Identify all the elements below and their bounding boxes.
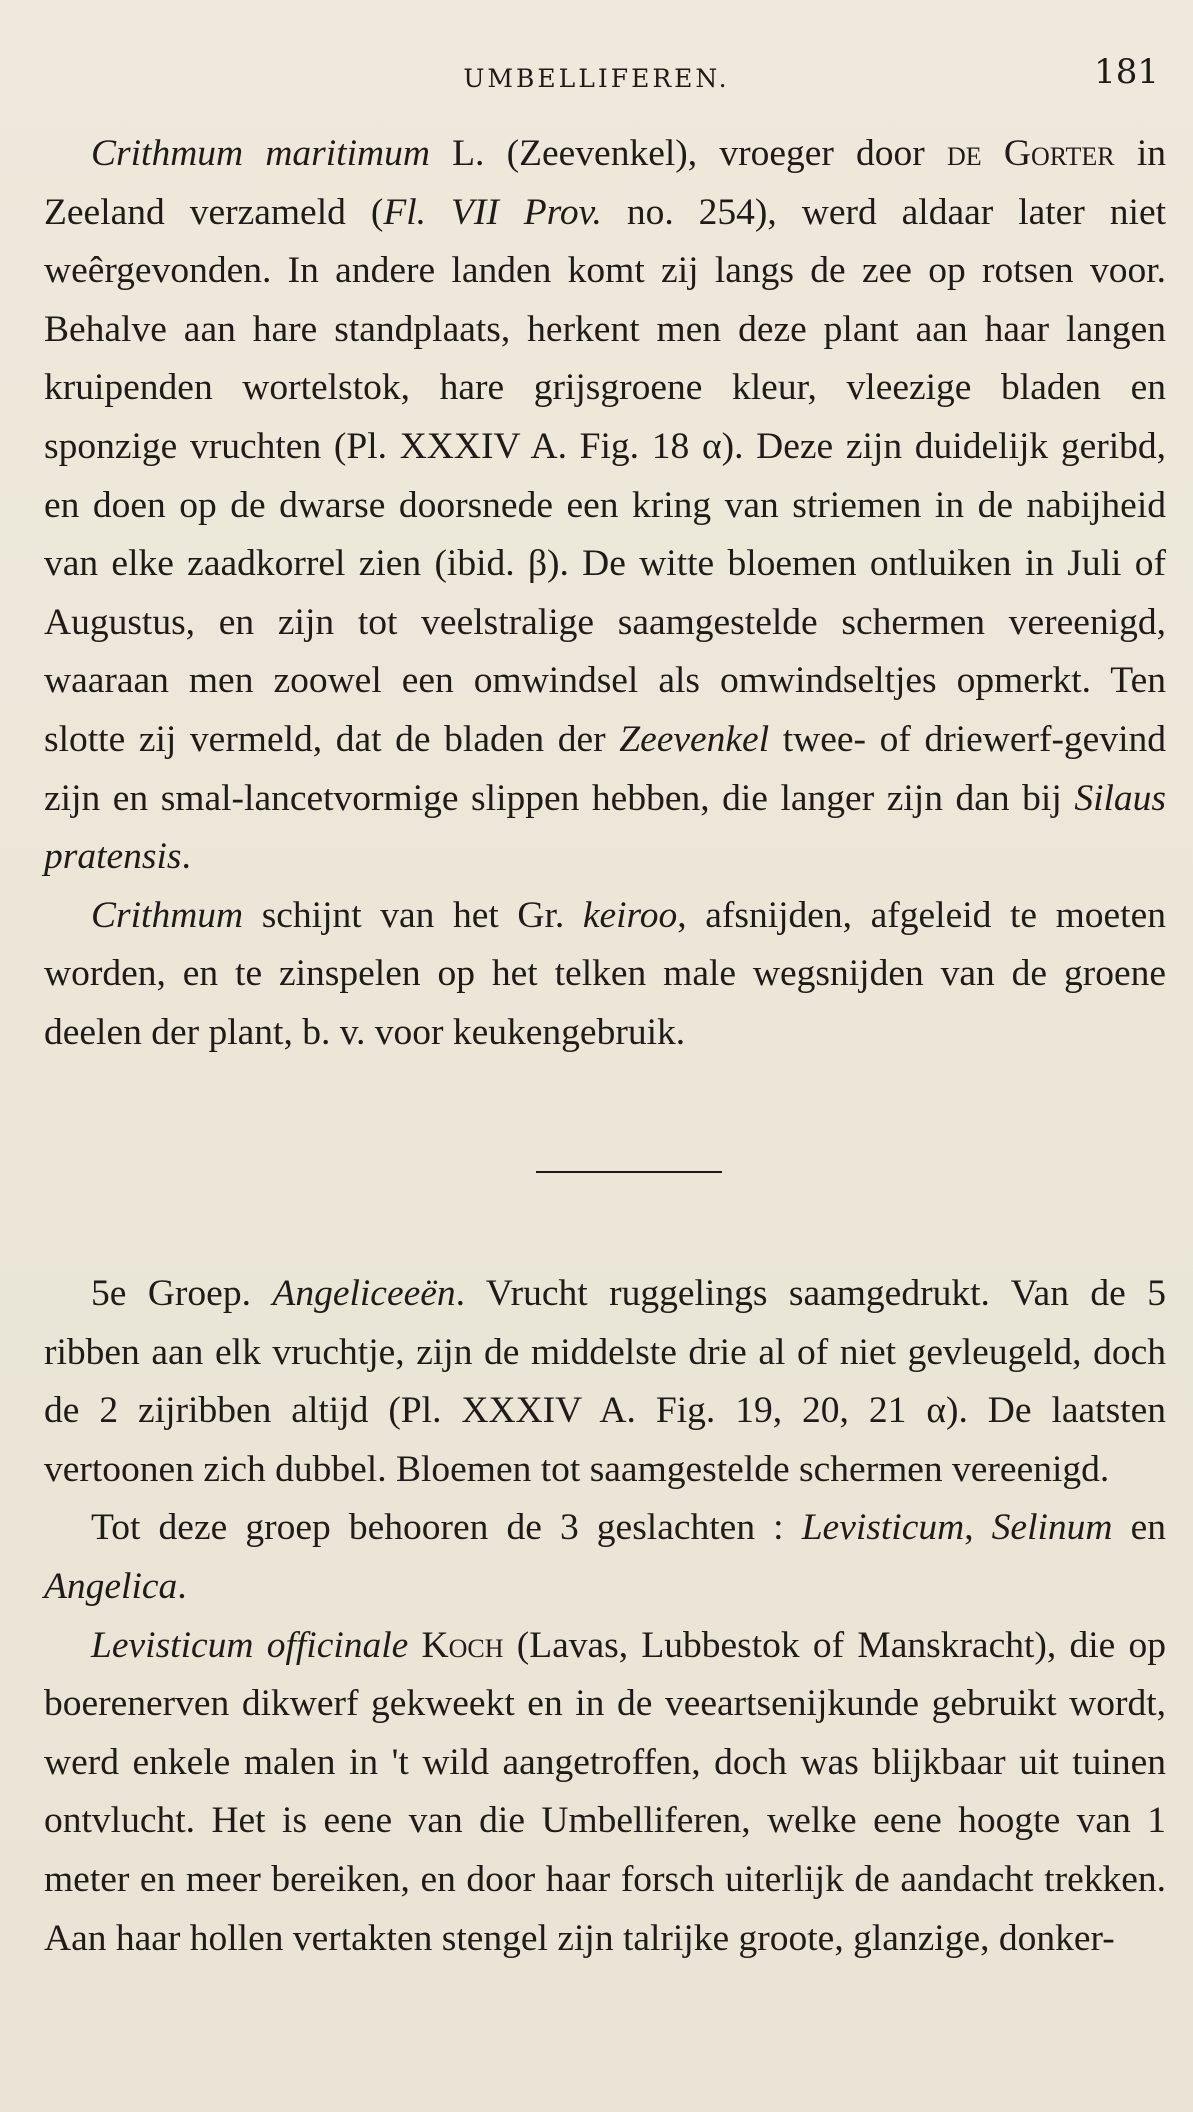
genus-name: Selinum bbox=[991, 1507, 1113, 1549]
group-heading-paragraph: 5e Groep. Angeliceeën. Vrucht ruggelings saamgedrukt. Van de 5 ribben aan elk vruchtje, zijn de middelste drie al of niet gevleugeld, doch de 2 zijribben altijd (Pl. XXXIV A. Fig. 19, 20, 21 α). De laatsten vertoonen zich dubbel. Bloemen tot saamgestelde schermen vereenigd. bbox=[44, 1273, 1167, 1490]
species-name: Levisticum officinale bbox=[91, 1624, 409, 1666]
genus-name: Levisticum bbox=[801, 1507, 965, 1549]
angelica-section bbox=[44, 1265, 1166, 1968]
genus-name: Crithmum bbox=[91, 894, 244, 936]
common-name: Zeevenkel bbox=[619, 718, 770, 760]
author-name: de Gorter bbox=[947, 133, 1115, 174]
levisticum-paragraph: Levisticum officinale Koch (Lavas, Lubbestok of Manskracht), die op boerenerven dikwerf gekweekt en in de veeartsenijkunde gebruikt wordt, werd enkele malen in 't wild aangetroffen, doch was blijkbaar uit tuinen ontvlucht. Het is eene van die Umbelliferen, welke eene hoogte van 1 meter en meer bereiken, en door haar forsch uiterlijk de aandacht trekken. Aan haar hollen vertakten stengel zijn talrijke groote, glanzige, donker- bbox=[44, 1624, 1166, 1959]
greek-word: keiroo bbox=[582, 894, 678, 936]
reference-title: Fl. VII Prov. bbox=[383, 191, 602, 233]
group-label: 5e Groep. bbox=[91, 1273, 273, 1314]
genera-paragraph: Tot deze groep behooren de 3 geslachten : Levisticum, Selinum en Angelica. bbox=[44, 1507, 1166, 1607]
page-header bbox=[0, 42, 1193, 102]
species-name: Crithmum maritimum bbox=[91, 133, 430, 174]
etymology-paragraph: Crithmum schijnt van het Gr. keiroo, afsnijden, afgeleid te moeten worden, en te zinspelen op het telken male wegsnijden van de groene deelen der plant, b. v. voor keukengebruik. bbox=[44, 894, 1166, 1053]
author-name: Koch bbox=[421, 1624, 504, 1666]
crithmum-paragraph: Crithmum maritimum L. (Zeevenkel), vroeger door de Gorter in Zeeland verzameld (Fl. VII Prov. no. 254), werd aldaar later niet weêrgevonden. In andere landen komt zij langs de zee op rotsen voor. Behalve aan hare standplaats, herkent men deze plant aan haar langen kruipenden wortelstok, hare grijsgroene kleur, vleezige bladen en sponzige vruchten (Pl. XXXIV A. Fig. 18 α). Deze zijn duidelijk geribd, en doen op de dwarse doorsnede een kring van striemen in de nabijheid van elke zaadkorrel zien (ibid. β). De witte bloemen ontluiken in Juli of Augustus, en zijn tot veelstralige saamgestelde schermen vereenigd, waaraan men zoowel een omwindsel als omwindseltjes opmerkt. Ten slotte zij vermeld, dat de bladen der Zeevenkel twee- of driewerf-gevind zijn en smal-lancetvormige slippen hebben, die langer zijn dan bij Silaus pratensis. bbox=[44, 133, 1167, 878]
genus-name: Angelica bbox=[44, 1565, 178, 1607]
group-name: Angeliceeën bbox=[272, 1273, 456, 1314]
crithmum-section bbox=[44, 125, 1166, 1063]
running-title: UMBELLIFEREN. bbox=[463, 64, 730, 93]
species-name: Silaus pratensis bbox=[44, 777, 1166, 878]
page-number: 181 bbox=[1094, 52, 1159, 92]
section-divider bbox=[536, 1171, 722, 1173]
